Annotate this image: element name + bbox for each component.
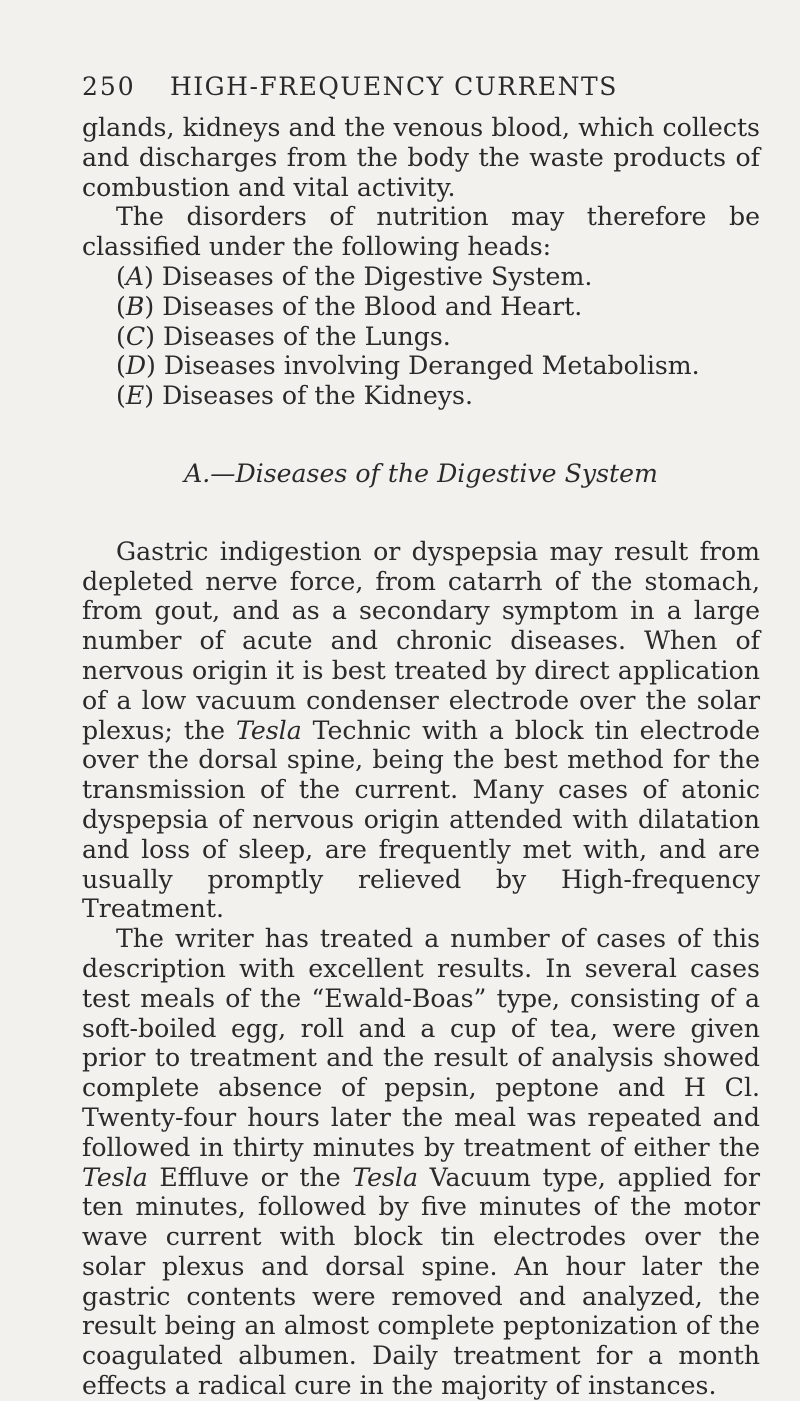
paragraph-case-results: The writer has treated a number of cases of this description with excellent results. In several cases test meals of the “Ewald-Boas” type, consisting of a soft-boiled egg, roll and a cup of tea, were given prior to treatment and the result of analysis showed complete absence of pepsin, peptone and H Cl. Twenty-four hours later the meal was repeated and followed in thirty minutes by treatment of either the Tesla Effluve or the Tesla Vacuum type, applied for ten minutes, followed by five minutes of the motor wave current with block tin electrodes over the solar plexus and dorsal spine. An hour later the gastric contents were removed and analyzed, the result being an almost complete peptonization of the coagulated albumen. Daily treatment for a month effects a radical cure in the majority of instances. [82,924,760,1401]
list-item: (B) Diseases of the Blood and Heart. [116,291,583,321]
paragraph-classification: The disorders of nutrition may therefore be classified under the following heads: [82,202,760,262]
page-body [82,113,760,1401]
page-number: 250 [82,72,136,101]
paragraph-gastric-indigestion: Gastric indigestion or dyspepsia may result from depleted nerve force, from catarrh of the stomach, from gout, and as a secondary symptom in a large number of acute and chronic diseases. When of nervous origin it is best treated by direct application of a low vacuum condenser electrode over the solar plexus; the Tesla Technic with a block tin electrode over the dorsal spine, being the best method for the transmission of the current. Many cases of atonic dyspepsia of nervous origin attended with dilatation and loss of sleep, are frequently met with, and are usually promptly relieved by High-frequency Treatment. [82,536,761,924]
list-item: (A) Diseases of the Digestive System. [116,261,593,291]
running-title: HIGH-FREQUENCY CURRENTS [170,72,618,101]
paragraph-continued: glands, kidneys and the venous blood, which collects and discharges from the body the waste products of combustion and vital activity. [82,113,760,202]
list-item: (E) Diseases of the Kidneys. [116,381,473,411]
disorder-list [82,262,760,411]
section-heading: A.—Diseases of the Digestive System [184,458,658,488]
running-header [82,70,752,104]
list-item: (C) Diseases of the Lungs. [116,321,451,351]
list-item: (D) Diseases involving Deranged Metabolism. [116,351,700,381]
